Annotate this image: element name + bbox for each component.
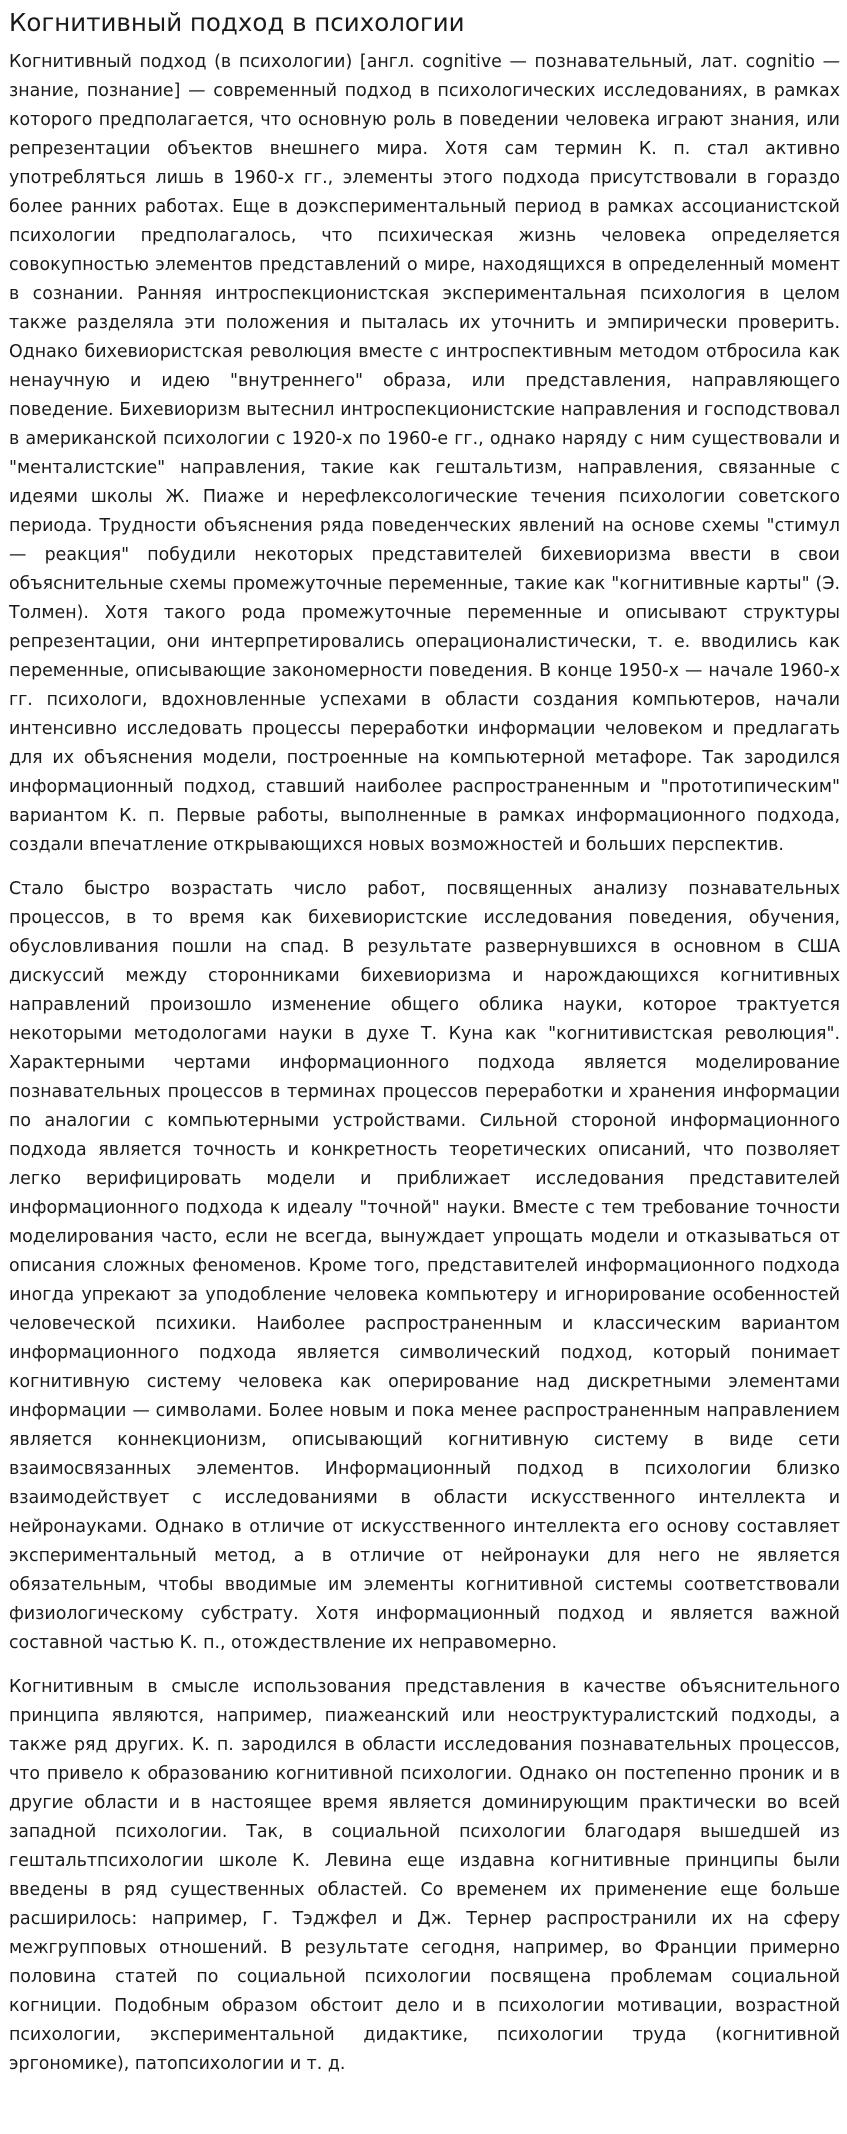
page-title: Когнитивный подход в психологии (9, 8, 465, 37)
article-paragraph-1: Когнитивный подход (в психологии) [англ. cognitive — познавательный, лат. cognitio — знание, познание] — современный подход в психологических исследованиях, в рамках которого предполагается, что основную роль в поведении человека играют знания, или репрезентации объектов внешнего мира. Хотя сам термин К. п. стал активно употребляться лишь в 1960-х гг., элементы этого подхода присутствовали в гораздо более ранних работах. Еще в доэкспериментальный период в рамках ассоцианистской психологии предполагалось, что психическая жизнь человека определяется совокупностью элементов представлений о мире, находящихся в определенный момент в сознании. Ранняя интроспекционистская экспериментальная психология в целом также разделяла эти положения и пыталась их уточнить и эмпирически проверить. Однако бихевиористская революция вместе с интроспективным методом отбросила как ненаучную и идею "внутреннего" образа, или представления, направляющего поведение. Бихевиоризм вытеснил интроспекционистские направления и господствовал в американской психологии с 1920-х по 1960-е гг., однако наряду с ним существовали и "менталистские" направления, такие как гештальтизм, направления, связанные с идеями школы Ж. Пиаже и нерефлексологические течения психологии советского периода. Трудности объяснения ряда поведенческих явлений на основе схемы "стимул— реакция" побудили некоторых представителей бихевиоризма ввести в свои объяснительные схемы промежуточные переменные, такие как "когнитивные карты" (Э. Толмен). Хотя такого рода промежуточные переменные и описывают структуры репрезентации, они интерпретировались операционалистически, т. е. вводились как переменные, описывающие закономерности поведения. В конце 1950-х — начале 1960-х гг. психологи, вдохновленные успехами в области создания компьютеров, начали интенсивно исследовать процессы переработки информации человеком и предлагать для их объяснения модели, построенные на компьютерной метафоре. Так зародился информационный подход, ставший наиболее распространенным и "прототипическим" вариантом К. п. Первые работы, выполненные в рамках информационного подхода, создали впечатление открывающихся новых возможностей и больших перспектив. (9, 52, 840, 855)
article-paragraph-3: Когнитивным в смысле использования представления в качестве объяснительного принципа являются, например, пиажеанский или неоструктуралистский подходы, а также ряд других. К. п. зародился в области исследования познавательных процессов, что привело к образованию когнитивной психологии. Однако он постепенно проник и в другие области и в настоящее время является доминирующим практически во всей западной психологии. Так, в социальной психологии благодаря вышедшей из гештальтпсихологии школе К. Левина еще издавна когнитивные принципы были введены в ряд существенных областей. Со временем их применение еще больше расширилось: например, Г. Тэджфел и Дж. Тернер распространили их на сферу межгрупповых отношений. В результате сегодня, например, во Франции примерно половина статей по социальной психологии посвящена проблемам социальной когниции. Подобным образом обстоит дело и в психологии мотивации, возрастной психологии, экспериментальной дидактике, психологии труда (когнитивной эргономике), патопсихологии и т. д. (9, 1677, 840, 2074)
article-paragraph-2: Стало быстро возрастать число работ, посвященных анализу познавательных процессов, в то время как бихевиористские исследования поведения, обучения, обусловливания пошли на спад. В результате развернувшихся в основном в США дискуссий между сторонниками бихевиоризма и нарождающихся когнитивных направлений произошло изменение общего облика науки, которое трактуется некоторыми методологами науки в духе Т. Куна как "когнитивистская революция". Характерными чертами информационного подхода является моделирование познавательных процессов в терминах процессов переработки и хранения информации по аналогии с компьютерными устройствами. Сильной стороной информационного подхода является точность и конкретность теоретических описаний, что позволяет легко верифицировать модели и приближает исследования представителей информационного подхода к идеалу "точной" науки. Вместе с тем требование точности моделирования часто, если не всегда, вынуждает упрощать модели и отказываться от описания сложных феноменов. Кроме того, представителей информационного подхода иногда упрекают за уподобление человека компьютеру и игнорирование особенностей человеческой психики. Наиболее распространенным и классическим вариантом информационного подхода является символический подход, который понимает когнитивную систему человека как оперирование над дискретными элементами информации — символами. Более новым и пока менее распространенным направлением является коннекционизм, описывающий когнитивную систему в виде сети взаимосвязанных элементов. Информационный подход в психологии близко взаимодействует с исследованиями в области искусственного интеллекта и нейронауками. Однако в отличие от искусственного интеллекта его основу составляет экспериментальный метод, а в отличие от нейронауки для него не является обязательным, чтобы вводимые им элементы когнитивной системы соответствовали физиологическому субстрату. Хотя информационный подход и является важной составной частью К. п., отождествление их неправомерно. (9, 879, 840, 1653)
